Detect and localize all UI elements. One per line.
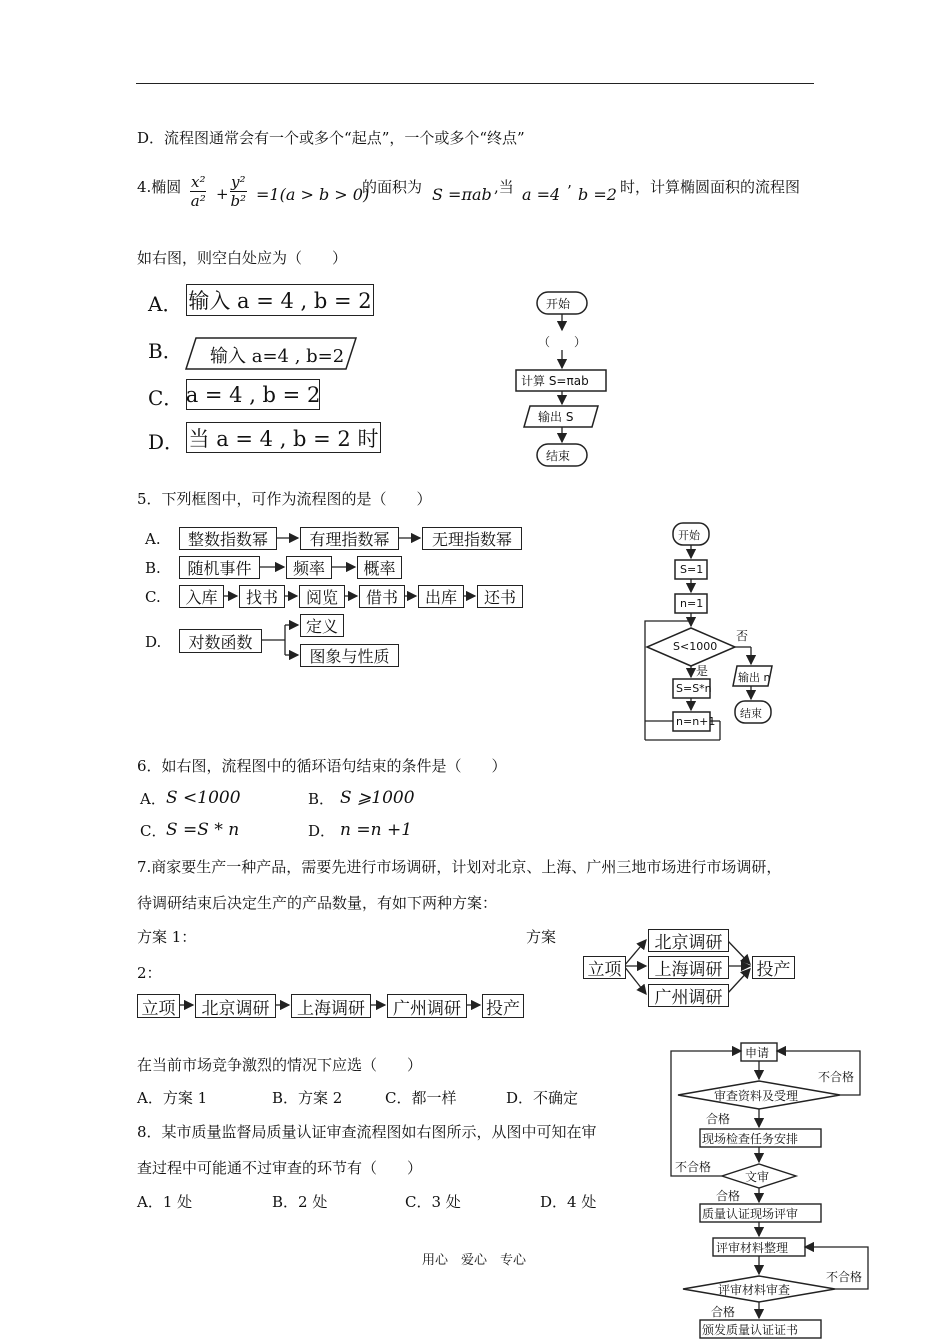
q6-flow-cond: S<1000 <box>673 640 718 653</box>
q6-option-b-letter: B． <box>308 790 335 808</box>
q8-line2: 查过程中可能通不过审查的环节有（ ） <box>137 1159 423 1177</box>
q5-c-box-5: 出库 <box>418 585 464 608</box>
q6-flow-end: 结束 <box>740 707 762 720</box>
q5-d-child-1: 定义 <box>300 614 344 637</box>
q4-option-b-text: 输入 a=4 , b=2 <box>210 346 345 367</box>
q6-flow-body1: S=S*n <box>676 682 712 695</box>
q5-d-root: 对数函数 <box>179 629 262 653</box>
q8-flow-fail3: 不合格 <box>826 1270 863 1284</box>
q6-flow-init-s: S=1 <box>680 563 704 576</box>
q4-option-a-box: 输入 a = 4 , b = 2 <box>186 284 374 316</box>
q7-option-c: C．都一样 <box>385 1089 457 1107</box>
q7-line2: 待调研结束后决定生产的产品数量，有如下两种方案： <box>137 894 498 912</box>
q4-option-c-box: a = 4 , b = 2 <box>186 379 320 410</box>
q7-option-b: B．方案 2 <box>272 1089 343 1107</box>
q5-stem: 5．下列框图中，可作为流程图的是（ ） <box>137 490 432 508</box>
q7-question: 在当前市场竞争激烈的情况下应选（ ） <box>137 1056 423 1074</box>
q5-c-box-6: 还书 <box>477 585 523 608</box>
q5-a-box-3: 无理指数幂 <box>422 527 522 550</box>
q5-a-label: A. <box>145 530 161 548</box>
q5-a-box-1: 整数指数幂 <box>179 527 277 550</box>
q6-option-b-text: S ⩾1000 <box>340 788 415 808</box>
q5-c-box-3: 阅览 <box>299 585 345 608</box>
q7-plan2-branch-1: 北京调研 <box>648 929 729 952</box>
q4-option-a-letter: A． <box>148 292 183 316</box>
q4-area-formula: S =πab <box>432 185 492 204</box>
q5-c-box-2: 找书 <box>239 585 285 608</box>
q7-plan1-label: 方案 1： <box>137 928 197 946</box>
q4-fraction-y <box>230 173 247 210</box>
q6-option-d-text: n =n +1 <box>340 820 413 840</box>
q6-stem: 6．如右图，流程图中的循环语句结束的条件是（ ） <box>137 757 507 775</box>
q6-flow-start: 开始 <box>678 529 700 542</box>
q4-option-d-letter: D． <box>148 430 185 454</box>
q5-c-box-4: 借书 <box>359 585 405 608</box>
q5-b-box-1: 随机事件 <box>179 556 260 579</box>
q4-frac1-num: x² <box>191 173 206 191</box>
q8-flow-organize: 评审材料整理 <box>716 1241 789 1255</box>
q4-option-c-letter: C． <box>148 386 184 410</box>
q8-flow-doc: 文审 <box>745 1170 770 1184</box>
q7-plan2-root: 立项 <box>583 956 626 979</box>
q6-flow-init-n: n=1 <box>680 597 704 610</box>
q7-option-d: D．不确定 <box>506 1089 579 1107</box>
q7-plan1-box-4: 广州调研 <box>387 994 467 1018</box>
q4-frac2-den: b² <box>230 192 247 210</box>
q7-plan2-branch-2: 上海调研 <box>648 956 729 979</box>
q5-b-box-2: 频率 <box>286 556 332 579</box>
q5-b-box-3: 概率 <box>357 556 402 579</box>
q7-plan2-label-b: 2： <box>137 964 162 982</box>
q8-flow-pass2: 合格 <box>716 1189 741 1203</box>
q8-flow-pass3: 合格 <box>711 1305 736 1319</box>
q4-flow-start: 开始 <box>546 297 571 311</box>
q6-option-a-letter: A． <box>140 790 166 808</box>
q4-flow-calc: 计算 S=πab <box>521 374 589 388</box>
q7-plan1-box-5: 投产 <box>482 994 524 1018</box>
q8-flow-pass1: 合格 <box>706 1112 731 1126</box>
page-footer: 用心 爱心 专心 <box>422 1253 527 1268</box>
q6-option-a-text: S <1000 <box>166 788 241 808</box>
q8-flow-onsite: 质量认证现场评审 <box>702 1207 799 1221</box>
q5-d-child-2: 图象与性质 <box>300 644 399 667</box>
q4-frac1-den: a² <box>190 192 206 210</box>
q4-mid2: ,当 <box>494 178 514 196</box>
q7-plan2-branch-3: 广州调研 <box>648 984 729 1007</box>
q7-plan2-end: 投产 <box>752 956 795 979</box>
q4-line2: 如右图，则空白处应为（ ） <box>137 249 348 267</box>
q8-flow-audit: 评审材料审查 <box>718 1283 791 1297</box>
q7-option-a: A．方案 1 <box>137 1089 208 1107</box>
q6-flow-body2: n=n+1 <box>676 715 716 728</box>
q4-equation: =1(a > b > 0) <box>256 185 370 204</box>
q7-plan2-label-a: 方案 <box>526 928 557 946</box>
q6-option-d-letter: D． <box>308 822 336 840</box>
q6-flow-output: 输出 n <box>738 671 771 684</box>
q8-line1: 8．某市质量监督局质量认证审查流程图如右图所示，从图中可知在审 <box>137 1123 597 1141</box>
q4-option-d-box: 当 a = 4 , b = 2 时 <box>186 422 381 453</box>
q4-frac2-num: y² <box>231 173 246 191</box>
q4-sep: ’ <box>567 182 572 200</box>
q4-fraction-x <box>190 173 206 210</box>
q4-prefix: 4.椭圆 <box>137 178 182 196</box>
q4-suffix: 时，计算椭圆面积的流程图 <box>620 178 801 196</box>
q8-option-d: D．4 处 <box>540 1193 597 1211</box>
q6-option-c-letter: C． <box>140 822 167 840</box>
q8-flow-cert: 颁发质量认证证书 <box>702 1323 799 1337</box>
q8-flow-fail1: 不合格 <box>818 1070 855 1084</box>
q4-flow-output: 输出 S <box>538 410 574 424</box>
q5-d-label: D. <box>145 633 162 651</box>
q4-b-value: b =2 <box>578 185 617 204</box>
q7-line1: 7.商家要生产一种产品，需要先进行市场调研，计划对北京、上海、广州三地市场进行市场调研， <box>137 858 782 876</box>
q6-flow-yes: 是 <box>696 664 709 678</box>
q8-option-a: A．1 处 <box>137 1193 193 1211</box>
q4-flow-end: 结束 <box>546 449 571 463</box>
q5-c-box-1: 入库 <box>179 585 224 608</box>
q8-flow-fail2: 不合格 <box>675 1160 712 1174</box>
q5-c-label: C. <box>145 588 161 606</box>
q7-plan1-box-3: 上海调研 <box>291 994 371 1018</box>
q6-option-c-text: S =S * n <box>166 820 240 840</box>
q7-plan1-box-2: 北京调研 <box>195 994 276 1018</box>
header-rule <box>136 83 814 84</box>
q8-option-c: C．3 处 <box>405 1193 461 1211</box>
q4-flow-blank: （ ） <box>538 335 587 349</box>
q5-a-box-2: 有理指数幂 <box>300 527 399 550</box>
q8-flow-review: 审查资料及受理 <box>714 1089 799 1103</box>
q7-plan1-box-1: 立项 <box>137 994 180 1018</box>
q4-plus: + <box>216 185 229 203</box>
q5-b-label: B. <box>145 559 161 577</box>
q8-flow-apply: 申请 <box>745 1046 770 1060</box>
q8-option-b: B．2 处 <box>272 1193 328 1211</box>
q8-flow-inspect-plan: 现场检查任务安排 <box>702 1132 799 1146</box>
q6-flow-no: 否 <box>736 629 749 643</box>
q4-a-value: a =4 <box>522 185 561 204</box>
q3-option-d: D．流程图通常会有一个或多个“起点”，一个或多个“终点” <box>137 129 525 147</box>
q4-mid1: 的面积为 <box>362 178 423 196</box>
q4-option-b-letter: B． <box>148 339 183 363</box>
